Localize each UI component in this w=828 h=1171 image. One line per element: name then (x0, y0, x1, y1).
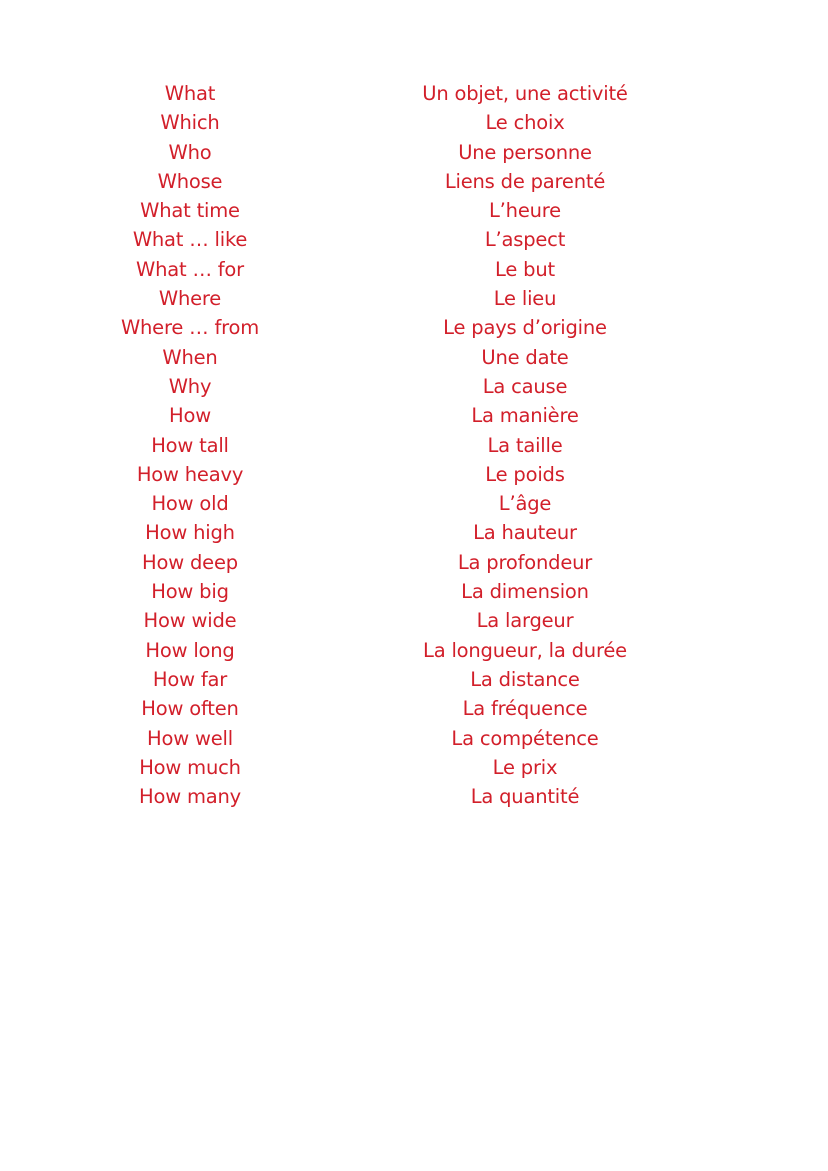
english-question-word: When (162, 345, 218, 369)
english-question-word: How often (141, 697, 239, 721)
vocab-row (0, 138, 828, 167)
vocab-row (0, 753, 828, 782)
french-meaning: Liens de parenté (444, 169, 606, 193)
french-meaning: Le but (495, 257, 555, 281)
vocab-row (0, 167, 828, 196)
vocab-row (0, 606, 828, 635)
english-question-word: What … for (136, 257, 244, 281)
english-question-word: How deep (142, 550, 238, 574)
french-meaning: La largeur (476, 609, 574, 633)
english-question-word: What … like (132, 228, 248, 252)
vocab-row (0, 548, 828, 577)
vocab-row (0, 372, 828, 401)
vocab-row (0, 694, 828, 723)
english-question-word: How wide (143, 609, 237, 633)
vocab-row (0, 343, 828, 372)
vocab-row (0, 431, 828, 460)
english-question-word: How (169, 404, 211, 428)
french-meaning: La longueur, la durée (423, 638, 627, 662)
english-question-word: How long (145, 638, 235, 662)
vocab-row (0, 108, 828, 137)
vocab-row (0, 724, 828, 753)
english-question-word: How high (145, 521, 235, 545)
french-meaning: Le pays d’origine (443, 316, 607, 340)
english-question-word: Who (168, 140, 212, 164)
english-question-word: Where (158, 287, 222, 311)
english-question-word: Which (160, 111, 220, 135)
french-meaning: La hauteur (473, 521, 577, 545)
english-question-word: What time (140, 199, 240, 223)
english-question-word: How big (151, 580, 229, 604)
french-meaning: L’heure (489, 199, 561, 223)
vocab-row (0, 518, 828, 547)
french-meaning: La cause (482, 374, 568, 398)
english-question-word: Whose (157, 169, 223, 193)
vocab-row (0, 79, 828, 108)
french-meaning: Une date (481, 345, 569, 369)
french-meaning: La dimension (461, 580, 589, 604)
vocab-row (0, 577, 828, 606)
vocab-row (0, 313, 828, 342)
french-meaning: La distance (470, 667, 580, 691)
vocab-row (0, 255, 828, 284)
french-meaning: Le choix (485, 111, 565, 135)
vocab-row (0, 225, 828, 254)
french-meaning: La profondeur (457, 550, 593, 574)
french-meaning: L’aspect (484, 228, 566, 252)
french-meaning: Le poids (485, 462, 565, 486)
english-question-word: How far (152, 667, 228, 691)
vocab-row (0, 196, 828, 225)
french-meaning: La taille (487, 433, 563, 457)
french-meaning: L’âge (498, 492, 552, 516)
english-question-word: How well (147, 726, 233, 750)
french-meaning: La fréquence (462, 697, 588, 721)
vocab-row (0, 284, 828, 313)
vocab-row (0, 489, 828, 518)
french-meaning: La compétence (451, 726, 599, 750)
english-question-word: Where … from (120, 316, 260, 340)
english-question-word: What (164, 82, 216, 105)
french-meaning: Le lieu (493, 287, 557, 311)
vocab-row (0, 460, 828, 489)
vocabulary-list (0, 79, 828, 811)
french-meaning: Un objet, une activité (422, 82, 628, 105)
english-question-word: How old (151, 492, 229, 516)
english-question-word: How much (139, 755, 241, 779)
vocab-row (0, 401, 828, 430)
vocab-row (0, 782, 828, 811)
english-question-word: Why (168, 374, 212, 398)
english-question-word: How many (139, 785, 241, 809)
vocab-row (0, 636, 828, 665)
english-question-word: How tall (151, 433, 229, 457)
french-meaning: Une personne (458, 140, 592, 164)
french-meaning: La quantité (470, 785, 580, 809)
french-meaning: La manière (471, 404, 579, 428)
english-question-word: How heavy (136, 462, 244, 486)
french-meaning: Le prix (492, 755, 558, 779)
vocab-row (0, 665, 828, 694)
